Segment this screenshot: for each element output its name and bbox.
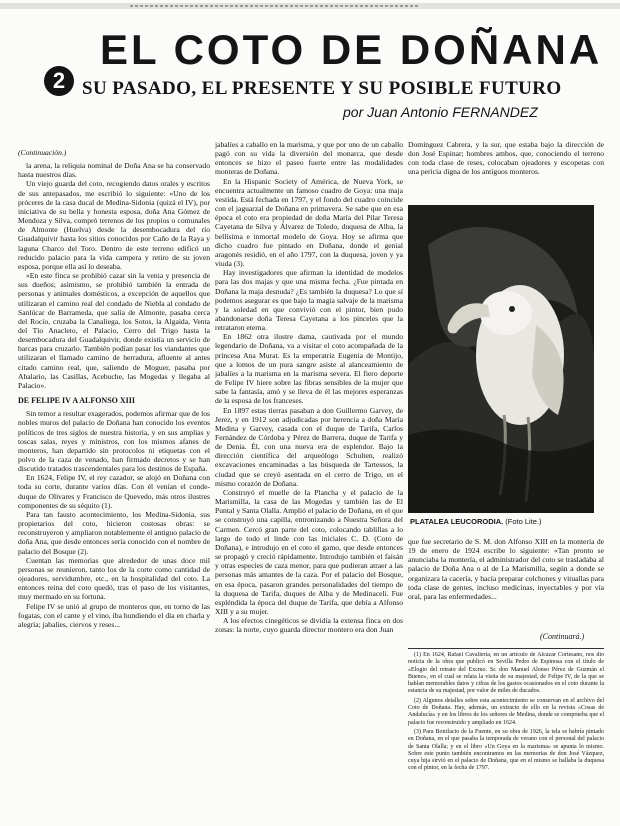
paragraph: En 1897 estas tierras pasaban a don Guillermo Garvey, de Jerez, y en 1912 son adjudicadas por herencia a doña María Medina y Garvey, casada con el duque de Tarifa, Carlos Fernández de Córdoba y Pérez de Barrera, duque de Tarifa y de Denia. Él, con una nueva era de esplendor. Bajo la dirección científica del arqueólogo Schulten, realizó excavaciones encaminadas a las búsqueda de Tartessos, la ciudad que se creyó asentada en el cerro de Trigo, en el mismo corazón de Doñana. bbox=[215, 405, 403, 488]
continued-note: (Continuará.) bbox=[540, 632, 585, 641]
paragraph: Felipe IV se unió al grupo de monteros que, en torno de las fogatas, con el cante y el vino, iba hundiendo el día en charla y alegría; jabalíes, ciervos y reses... bbox=[18, 601, 210, 629]
paragraph: A los efectos cinegéticos se dividía la extensa finca en dos zonas: la norte, cuyo guarda director montero era don Juan bbox=[215, 616, 403, 635]
caption-label: PLATALEA LEUCORODIA. bbox=[410, 517, 504, 526]
byline: por Juan Antonio FERNANDEZ bbox=[343, 104, 538, 120]
article-subtitle: SU PASADO, EL PRESENTE Y SU POSIBLE FUTURO bbox=[82, 78, 562, 99]
column-3-middle bbox=[408, 537, 604, 623]
section-heading: DE FELIPE IV A ALFONSO XIII bbox=[18, 396, 135, 406]
paragraph: Sin temor a resultar exagerados, podemos afirmar que de los nobles muros del palacio de Doñana han conocido los eventos políticos de tres siglos de nuestra historia, y en sus amplias y toscas salas, reyes y ministros, con los mismos afanes de monteros, han departido sin protocolos ni etiquetas con el polvo de la caza de venado, han firmado decretos y se han discutido tratados trascendentales para los destinos de España. bbox=[18, 409, 210, 474]
column-3-top bbox=[408, 140, 604, 200]
paragraph: Cuentan las memorias que alrededor de unas doce mil personas se reunieron, tanto los de la corte como cantidad de ojeadores, servidumbre, etc., en la hospitalidad del coto. La entonces reina del coto quedó, tras el paso de los visitantes, muy mermado en su fortuna. bbox=[18, 555, 210, 602]
paragraph: Para tan fausto acontecimiento, los Medina-Sidonia, sus propietarios del coto, hicieron costosas obras: se reconstruyeron y ampliaron notablemente el antiguo palacio de doña Ana, que desde entonces sería conocido con el nombre de palacio del Bosque (2). bbox=[18, 509, 210, 556]
footnote-divider bbox=[408, 648, 604, 649]
paragraph: Hay investigadores que afirman la identidad de modelos para las dos majas y que una misma fecha. ¿Fue pintada en Doñana la maja desnuda? ¿Es también la duquesa? Lo que sí podemos asegurar es que bajo la magia salvaje de la marisma y la soledad en que convivió con el pintor, bien pudo abandonarse doña Teresa Cayetana a los pinceles que la retrataron eterna. bbox=[215, 268, 403, 333]
footnote: (1) En 1624, Rafael Cavalleria, en un artículo de Alcázar Cortesano, nos dio noticia de la obra que publicó en Sevilla Pedro de Espinosa con el título de «Elogio del retrato del Excmo. Sr. don Manuel Alonso Pérez de Guzmán el Bueno», en el cual se relata la visita de su majestad, de Felipe IV, de la que se hablan memorables datos y cifras de los gastos ocasionados en el coto durante la estancia de su majestad, por valor de miles de ducados. bbox=[408, 652, 604, 695]
paragraph: »En este finca se prohibió cazar sin la venia y presencia de sus dueños; asimismo, se prohibió también la entrada de personas y animales domésticos, a excepción de aquellos que utilizaran el camino real del condado de Niebla al condado de Sanlúcar de Barrameda, que salía de Almonte, pasaba cerca del Rocío, cruzaba la Canaliega, los Sotos, la Algaida, Venta del Tío Anacleto, el Palacio, Cerro del Trigo hasta la desembocadura del Guadalquivir, donde existía un servicio de barcas para cruzarlo. También podían pasar los viandantes que utilizaran el llamado camino de herradura, afluente al antes citado camino real, que, saliendo de Moguer, pasaba por Abalario, las Casillas, Acebuche, las Mogedas y llegaba al Palacio». bbox=[18, 271, 210, 390]
paragraph: Domínguez Cabrera, y la sur, que estaba bajo la dirección de don José Espinar; hombres ambos, que, conociendo el terreno con toda clase de reses, colocaban ojeadores y escopetas con una pericia digna de los antiguos monteros. bbox=[408, 140, 604, 177]
paragraph: Construyó el muelle de la Plancha y el palacio de la Marismilla, la casa de las Mogedas y también las de El Puntal y Santa Olalla. Amplió el palacio de Doñana, en el que se construyó una capilla, entronizando a Nuestra Señora del Carmen. Cercó gran parte del coto, colocando tablillas a lo largo de todo el linde con las iniciales C. D. (Coto de Doñana), e introdujo en el coto el gamo, que desde entonces se propagó y creció rápidamente. Introdujo también el faisán y otras especies de caza menor, para que pudieran atraer a las personas más amantes de la caza. Por el palacio del Bosque, en esa época, pasaron grandes personalidades del tiempo de la duquesa de Tarifa, duques de Alba y de Medinaceli. Fue espléndida la época del duque de Tarifa, que debía a Alfonso XIII y a su mujer. bbox=[215, 487, 403, 616]
footnotes bbox=[408, 652, 604, 820]
continuation-label: (Continuación.) bbox=[18, 148, 67, 157]
spoonbill-photo bbox=[408, 205, 594, 513]
photo-caption bbox=[410, 517, 542, 526]
paragraph: En la Hispanic Society of América, de Nueva York, se encuentra actualmente un famoso cuadro de Goya: una maja vestida. Está fechada en 1797, y el fondo del cuadro coincide con el jaguarzal de Doñana en primavera. Se sabe que en esa época el coto era propiedad de doña María del Pilar Teresa Cayetana de Silva y Álvarez de Toledo, duquesa de Alba, la bellísima e inmortal modelo de Goya. Hoy se afirma que dicho cuadro fue pintado en Doñana, donde el genial aragonés residió, en el año 1797, con la duquesa, joven y ya viuda (3). bbox=[215, 176, 403, 269]
paragraph: la arena, la reliquia nominal de Doña Ana se ha conservado hasta nuestros días. bbox=[18, 161, 210, 180]
paragraph: que fue secretario de S. M. don Alfonso XIII en la montería de 19 de enero de 1924 escribe lo siguiente: «Tan pronto se anunciaba la montería, el administrador del coto se trasladaba al palacio de Doña Ana o al de La Marismilla, según a donde se organizara la cacería, y hacía preparar colchones y vituallas para toda clase de gentes, incluso medicinas, inyectables y por vía oral, para las enfermedades... bbox=[408, 537, 604, 601]
issue-number-badge: 2 bbox=[44, 66, 74, 96]
caption-credit: (Foto Lite.) bbox=[505, 517, 542, 526]
footnote: (2) Algunos detalles sobre esta acontecimiento se conservan en el archivo del Coto de Doñana. Hay, además, un extracto de ello en la revista «Cosas de Andalucía» y en los libros de los señores de Medina, donde se comprueba que el palacio fue reconstruido y ampliado en 1624. bbox=[408, 697, 604, 726]
paragraph: Un viejo guarda del coto, recogiendo datos orales y escritos de sus antepasados, me escribió lo siguiente: «Uno de los próceres de la casa ducal de Medina-Sidonia (quizá el IV), por iniciativa de su bella y honesta esposa, doña Ana Gómez de Mendoza y Silva, compró terrenos de los propios o comunales de Almonte (Huelva) desde la desembocadura del río Guadalquivir hasta los sitios conocidos por Caño de la Raya y laguna Charco del Toro. Dentro de este terreno edificó un reducido palacio para la vida campera y retiro de su joven esposa, porque ella así lo deseaba. bbox=[18, 179, 210, 271]
paragraph: jabalíes a caballo en la marisma, y que por uno de un caballo pagó con su vida la diversión del monarca, que desde entonces se hizo el paseo fuerte entre las modalidades monteras de Doñana. bbox=[215, 140, 403, 177]
column-2 bbox=[215, 140, 403, 824]
paragraph: En 1862 otra ilustre dama, cautivada por el mundo legendario de Doñana, va a visitar el coto acompañada de la princesa Ana Murat. Es la emperatriz Eugenia de Montijo, que a lomos de un pura sangre asiste al alanceamiento de jabalíes a la marisma en la marisma severa. El fiero deporte de Felipe IV hiere sobre las fibras sensibles de la mujer que sabe la fantasía, amó y se lleva de él las mejores esperanzas de la esposa de los franceses. bbox=[215, 332, 403, 406]
paragraph: En 1624, Felipe IV, el rey cazador, se alojó en Doñana con toda su corte, durante varios días. Con él venían el conde-duque de Olivares y Francisco de Quevedo, más otros ilustres componentes de su séquito (1). bbox=[18, 473, 210, 510]
header-noise bbox=[0, 0, 620, 12]
column-1 bbox=[18, 148, 210, 818]
footnote: (3) Para Bonifacio de la Fuente, en su obra de 1926, la tela se habría pintado en Doñana, en el que pasaba la temporada de verano con el personal del palacio de Santa Olalla; y en el libro «Un Goya en la marisma» se apunta lo mismo. Sobre este punto también encontramos en las memorias de don José Vázquez, cuya hija sirvió en el palacio de Doñana, que en el mismo se hallaba la duquesa con el pintor, en la fecha de 1797. bbox=[408, 728, 604, 772]
article-title: EL COTO DE DOÑANA bbox=[100, 26, 603, 73]
